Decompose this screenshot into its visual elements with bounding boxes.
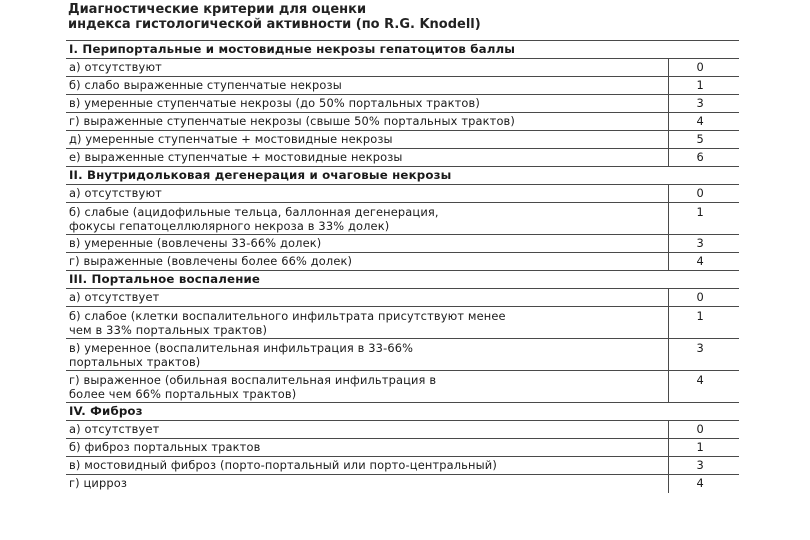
criterion-label-line-2: портальных трактов) [69, 354, 201, 369]
table-row [66, 253, 739, 271]
criterion-score: 4 [668, 475, 739, 493]
criterion-label: е) выраженные ступенчатые + мостовидные некрозы [66, 149, 668, 167]
table-row [66, 149, 739, 167]
table-row [66, 203, 739, 235]
table-row [66, 59, 739, 77]
criterion-score: 0 [668, 185, 739, 203]
table-row [66, 339, 739, 371]
criterion-label: в) умеренные ступенчатые некрозы (до 50% портальных трактов) [66, 95, 668, 113]
criterion-label: в) мостовидный фиброз (порто-портальный или порто-центральный) [66, 457, 668, 475]
criterion-label: б) фиброз портальных трактов [66, 439, 668, 457]
criterion-label: а) отсутствует [66, 289, 668, 307]
criterion-score: 3 [668, 339, 739, 371]
criterion-label: г) цирроз [69, 476, 128, 490]
criterion-label: г) выраженные (вовлечены более 66% долек) [66, 253, 668, 271]
criterion-label [66, 307, 668, 339]
criterion-label [66, 371, 668, 403]
criterion-label: а) отсутствует [66, 421, 668, 439]
table-row [66, 439, 739, 457]
criterion-label-line-1: б) слабое (клетки воспалительного инфильтрата присутствуют менее [69, 309, 506, 323]
title-line-1: Диагностические критерии для оценки [68, 2, 367, 17]
criterion-label: в) умеренные (вовлечены 33-66% долек) [66, 235, 668, 253]
table-row [66, 113, 739, 131]
criterion-score: 4 [668, 371, 739, 403]
section-header [66, 271, 739, 289]
criterion-score: 6 [668, 149, 739, 167]
title-line-2: индекса гистологической активности (по R.G. Knodell) [68, 17, 481, 32]
criterion-label-line-1: в) умеренное (воспалительная инфильтрация в 33-66% [69, 341, 414, 355]
table-row [66, 307, 739, 339]
criterion-label: б) слабо выраженные ступенчатые некрозы [66, 77, 668, 95]
criterion-score: 5 [668, 131, 739, 149]
criterion-score: 3 [668, 457, 739, 475]
criterion-label-line-1: г) выраженное (обильная воспалительная инфильтрация в [69, 373, 437, 387]
criterion-label: д) умеренные ступенчатые + мостовидные некрозы [66, 131, 668, 149]
criterion-label: г) выраженные ступенчатые некрозы (свыше 50% портальных трактов) [66, 113, 668, 131]
table-row [66, 131, 739, 149]
table-row [66, 475, 739, 493]
table-row [66, 421, 739, 439]
table-row [66, 95, 739, 113]
criterion-label-line-1: б) слабые (ацидофильные тельца, баллонная дегенерация, [69, 205, 439, 219]
criterion-label-line-2: чем в 33% портальных трактов) [69, 322, 268, 337]
table-row [66, 289, 739, 307]
criterion-label [66, 339, 668, 371]
criterion-label [66, 203, 668, 235]
criterion-score: 0 [668, 289, 739, 307]
criterion-score: 3 [668, 235, 739, 253]
criterion-score: 3 [668, 95, 739, 113]
section-header [66, 41, 739, 59]
criterion-score: 0 [668, 421, 739, 439]
table-row [66, 185, 739, 203]
section-heading: I. Перипортальные и мостовидные некрозы гепатоцитов баллы [66, 41, 739, 59]
section-heading: III. Портальное воспаление [66, 271, 739, 289]
criterion-score: 4 [668, 113, 739, 131]
criterion-score: 1 [668, 77, 739, 95]
criterion-label: а) отсутствуют [66, 185, 668, 203]
section-header [66, 403, 739, 421]
document-title [68, 2, 481, 32]
section-heading: IV. Фиброз [66, 403, 739, 421]
criterion-score: 1 [668, 439, 739, 457]
criterion-label: а) отсутствуют [66, 59, 668, 77]
table-row [66, 371, 739, 403]
section-heading: II. Внутридольковая дегенерация и очаговые некрозы [66, 167, 739, 185]
criterion-score: 4 [668, 253, 739, 271]
criterion-score: 1 [668, 203, 739, 235]
criterion-label-line-2: более чем 66% портальных трактов) [69, 386, 297, 401]
criterion-score: 1 [668, 307, 739, 339]
knodell-criteria-table [66, 40, 739, 493]
table-row [66, 235, 739, 253]
section-header [66, 167, 739, 185]
criterion-label-line-2: фокусы гепатоцеллюлярного некроза в 33% долек) [69, 218, 390, 233]
table-row [66, 77, 739, 95]
table-row [66, 457, 739, 475]
criterion-score: 0 [668, 59, 739, 77]
